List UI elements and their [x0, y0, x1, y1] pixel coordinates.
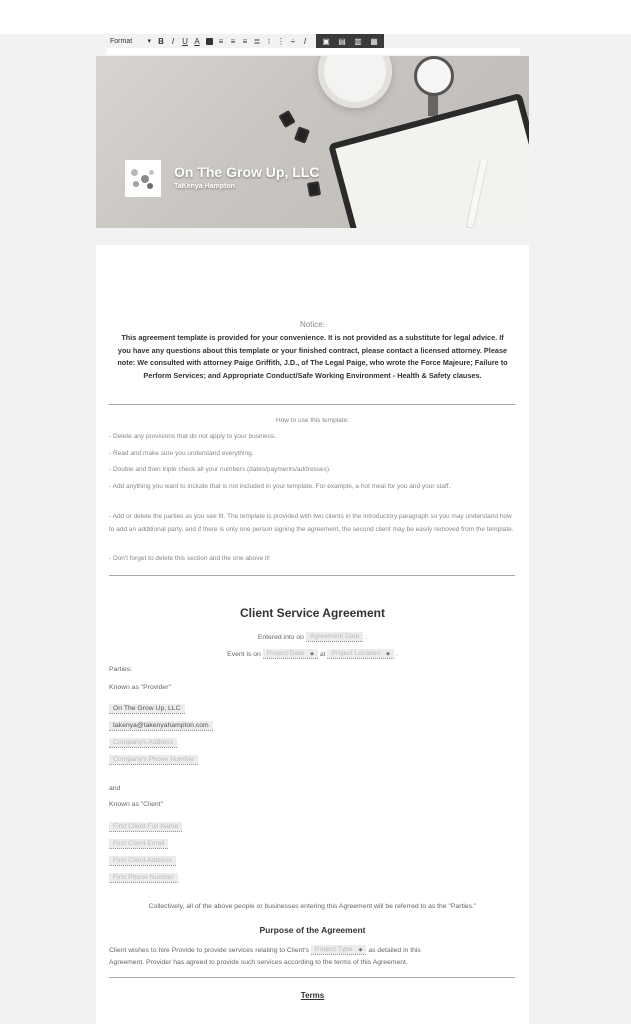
- insert-field-icon: ▥: [354, 36, 362, 46]
- notice-body: This agreement template is provided for your convenience. It is not provided as a substitute for legal advice. If you have any questions about this template or your finished contract, please contact a licensed attorney. Please note: We consulted with attorney Paige Griffith, J.D., of The Legal Paige, who wrote the Force Majeure; Failure to Perform Services; and Appropriate Conduct/Safe Working Environment - Health & Safety clauses.: [117, 333, 508, 380]
- provider-email-field[interactable]: takenya@takenyahampton.com: [109, 721, 213, 731]
- purpose-text: Client wishes to hire Provide to provide services relating to Client's: [109, 946, 310, 954]
- clear-format-icon: I: [303, 36, 307, 46]
- divider: [109, 977, 515, 978]
- client-address-field[interactable]: First Client Address: [109, 856, 176, 866]
- period-text: .: [395, 650, 398, 658]
- binder-clip-image: [278, 110, 295, 128]
- howto-item: - Add or delete the parties as you see fit. The template is provided with two clients in the introductory paragraph so you may understand how to add an additional party, and if there is only one person signing the agreement, the second client may be easily removed from the template.: [109, 513, 514, 533]
- agreement-date-field[interactable]: Agreement Date: [306, 632, 364, 642]
- dropdown-arrow-icon: ◆: [386, 651, 391, 657]
- format-dropdown-label: Format: [110, 37, 133, 45]
- howto-item: - Delete any provisions that do not apply to your business.: [109, 433, 276, 440]
- chevron-down-icon: ▾: [147, 38, 151, 45]
- insert-media-button[interactable]: [334, 34, 350, 48]
- purpose-text: as detailed in this: [368, 946, 421, 954]
- divider: [109, 575, 515, 576]
- header-banner: [96, 56, 529, 228]
- highlight-icon: [206, 38, 213, 45]
- at-text: at: [319, 650, 326, 658]
- entered-label: Entered into on: [257, 633, 304, 641]
- clear-format-button[interactable]: [299, 34, 311, 48]
- parties-label: Parties:: [109, 666, 133, 673]
- watch-image: [414, 56, 454, 96]
- bold-button[interactable]: B: [158, 36, 164, 46]
- insert-field-button[interactable]: [350, 34, 366, 48]
- align-center-button[interactable]: [227, 34, 239, 48]
- client-name-field[interactable]: First Client Full Name: [109, 822, 182, 832]
- project-date-field[interactable]: [263, 649, 318, 659]
- top-bar: [0, 0, 631, 34]
- company-name: On The Grow Up, LLC: [174, 164, 320, 180]
- align-left-icon: ≡: [218, 36, 224, 46]
- insert-media-icon: ▤: [338, 36, 346, 46]
- justify-button[interactable]: [251, 34, 263, 48]
- howto-item: - Add anything you want to include that is not included in your template. For example, a hot meal for you and your staff.: [109, 483, 451, 490]
- provider-address-field[interactable]: Company's Address: [109, 738, 177, 748]
- project-date-value: Project Date: [266, 650, 305, 657]
- period-text: .: [365, 633, 368, 641]
- client-known-as: Known as "Client": [109, 801, 163, 808]
- howto-item: - Read and make sure you understand everything.: [109, 450, 254, 457]
- project-location-field[interactable]: [327, 649, 394, 659]
- project-location-value: Project Location: [331, 650, 381, 657]
- align-right-icon: ≡: [242, 36, 248, 46]
- insert-image-button[interactable]: [318, 34, 334, 48]
- numbered-list-button[interactable]: [275, 34, 287, 48]
- align-center-icon: ≡: [230, 36, 236, 46]
- insert-image-icon: ▣: [322, 36, 330, 46]
- binder-clip-image: [307, 181, 321, 197]
- terms-title: Terms: [300, 991, 325, 1000]
- dropdown-arrow-icon: ◆: [310, 651, 314, 657]
- insert-table-button[interactable]: [366, 34, 382, 48]
- highlight-button[interactable]: [203, 34, 215, 48]
- document-page: [96, 245, 529, 1024]
- bullet-list-button[interactable]: [263, 34, 275, 48]
- provider-name-field[interactable]: On The Grow Up, LLC: [109, 704, 185, 714]
- howto-item: - Don't forget to delete this section and the one above it!: [109, 555, 270, 562]
- provider-phone-field[interactable]: Company's Phone Number: [109, 755, 198, 765]
- align-left-button[interactable]: [215, 34, 227, 48]
- project-type-field[interactable]: [311, 945, 367, 955]
- client-phone-field[interactable]: First Phone Number: [109, 873, 178, 883]
- project-type-value: Project Type: [314, 946, 353, 953]
- event-label: Event is on: [227, 650, 261, 658]
- howto-item: - Double and then triple check all your numbers (dates/payments/addresses).: [109, 466, 331, 473]
- notice-title: Notice:: [300, 320, 325, 329]
- divider: [109, 404, 515, 405]
- provider-known-as: Known as "Provider": [109, 684, 171, 691]
- insert-toolbar: [316, 34, 384, 48]
- insert-table-icon: ▦: [370, 36, 378, 46]
- format-toolbar: [107, 34, 520, 48]
- collective-text: Collectively, all of the above people or businesses entering this Agreement will be referred to as the "Parties.": [148, 903, 477, 910]
- bullet-list-icon: ⁝: [267, 36, 271, 46]
- text-color-button[interactable]: A: [194, 36, 200, 46]
- format-dropdown[interactable]: [107, 37, 155, 45]
- entered-line: [96, 632, 529, 642]
- watch-band-image: [428, 94, 438, 116]
- event-line: [96, 649, 529, 659]
- purpose-line-1: [109, 945, 519, 955]
- italic-button[interactable]: I: [171, 36, 175, 46]
- purpose-line-2: Agreement. Provider has agreed to provide such services according to the terms of this Agreement.: [109, 959, 408, 966]
- and-text: and: [109, 785, 121, 792]
- client-email-field[interactable]: First Client Email: [109, 839, 168, 849]
- strikethrough-button[interactable]: [287, 34, 299, 48]
- howto-title: How to use this template:: [276, 417, 349, 424]
- toolbar-strip: [107, 48, 520, 55]
- align-right-button[interactable]: [239, 34, 251, 48]
- justify-icon: ≣: [253, 36, 261, 46]
- company-logo: [125, 160, 161, 197]
- dropdown-arrow-icon: ◆: [358, 947, 363, 953]
- purpose-title: Purpose of the Agreement: [259, 925, 366, 935]
- underline-button[interactable]: U: [182, 36, 188, 46]
- binder-clip-image: [294, 126, 310, 143]
- numbered-list-icon: ⋮: [277, 36, 285, 46]
- coffee-cup-image: [318, 56, 392, 108]
- strikethrough-icon: ÷: [290, 36, 296, 46]
- owner-name: TaKenya Hampton: [174, 183, 235, 190]
- agreement-title: Client Service Agreement: [240, 606, 385, 620]
